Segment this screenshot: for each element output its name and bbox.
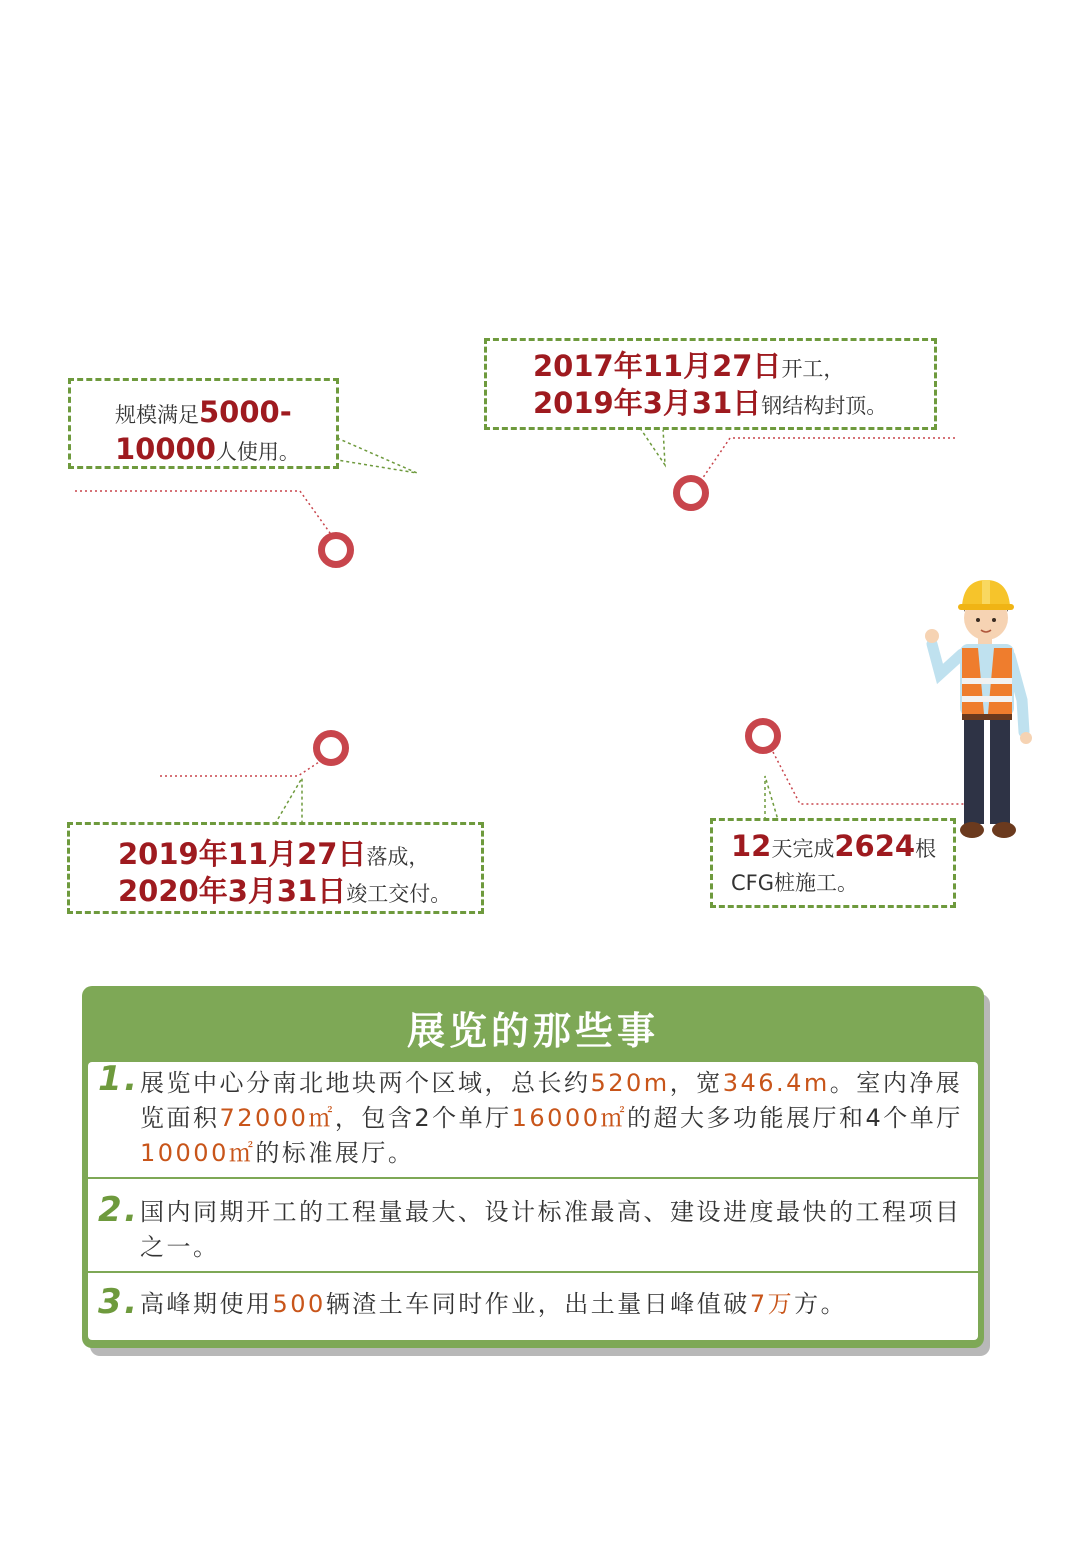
- completion-line1: [118, 837, 481, 874]
- cfg-days: 12: [731, 829, 772, 863]
- fact-3-text-c: 方。: [794, 1290, 848, 1318]
- completion-date: 2019年11月27日: [118, 837, 367, 871]
- scale-number-1: 5000-: [199, 395, 292, 429]
- fact-number-2: 2.: [98, 1190, 140, 1230]
- fact-1-text-b: ，宽: [669, 1069, 723, 1097]
- construction-start-label: 开工，: [781, 357, 845, 381]
- marker-dot-completion: [313, 730, 349, 766]
- fact-1-text-c: 。室内净展览面积: [140, 1069, 963, 1132]
- fact-item-1: [88, 1059, 978, 1177]
- callout-construction: [484, 338, 937, 430]
- fact-item-2: [88, 1177, 978, 1271]
- topping-out-date: 2019年3月31日: [533, 386, 762, 420]
- fact-1-width: 346.4m: [722, 1069, 830, 1097]
- fact-number-1: 1.: [98, 1059, 140, 1099]
- completion-label: 落成，: [366, 845, 430, 869]
- marker-dot-construction: [673, 475, 709, 511]
- fact-number-3: 3.: [98, 1282, 140, 1322]
- cfg-pile-count: 2624: [834, 829, 916, 863]
- callout-scale-line1: [115, 395, 336, 432]
- fact-3-text-a: 高峰期使用: [140, 1290, 273, 1318]
- scale-suffix: 人使用。: [215, 440, 300, 464]
- cfg-pile-unit: 根: [915, 837, 937, 861]
- scale-number-2: 10000: [115, 432, 216, 466]
- fact-1-area: 72000㎡: [219, 1104, 335, 1132]
- facts-panel: [82, 986, 984, 1348]
- facts-list: [88, 1059, 978, 1340]
- callout-completion: [67, 822, 484, 914]
- construction-start-date: 2017年11月27日: [533, 349, 782, 383]
- scale-prefix: 规模满足: [115, 403, 199, 427]
- fact-1-text-e: 的超大多功能展厅和4个单厅: [627, 1104, 963, 1132]
- cfg-days-label: 天完成: [771, 837, 835, 861]
- fact-3-truck-count: 500: [272, 1290, 326, 1318]
- construction-line1: [533, 349, 934, 386]
- fact-item-3: [88, 1271, 978, 1340]
- fact-2-text: 国内同期开工的工程量最大、设计标准最高、建设进度最快的工程项目之一。: [140, 1198, 962, 1261]
- fact-1-text-d: ，包含2个单厅: [334, 1104, 512, 1132]
- panel-title: 展览的那些事: [406, 1009, 659, 1053]
- marker-dot-scale: [318, 532, 354, 568]
- handover-label: 竣工交付。: [346, 882, 452, 906]
- topping-out-label: 钢结构封顶。: [761, 394, 888, 418]
- fact-1-text-a: 展览中心分南北地块两个区域，总长约: [140, 1069, 591, 1097]
- construction-line2: [533, 386, 934, 423]
- fact-3-text-b: 辆渣土车同时作业，出土量日峰值破: [325, 1290, 750, 1318]
- fact-1-length: 520m: [590, 1069, 670, 1097]
- cfg-line2: CFG桩施工。: [731, 871, 859, 895]
- construction-worker-illustration: [918, 574, 1038, 844]
- fact-3-peak-volume: 7万: [749, 1290, 795, 1318]
- callout-scale-line2: [115, 432, 336, 469]
- completion-line2: [118, 874, 481, 911]
- handover-date: 2020年3月31日: [118, 874, 347, 908]
- fact-1-text-f: 的标准展厅。: [255, 1139, 415, 1167]
- fact-1-hall-area-standard: 10000㎡: [140, 1139, 256, 1167]
- fact-1-hall-area-large: 16000㎡: [511, 1104, 627, 1132]
- marker-dot-cfg: [745, 718, 781, 754]
- callout-scale: [68, 378, 339, 469]
